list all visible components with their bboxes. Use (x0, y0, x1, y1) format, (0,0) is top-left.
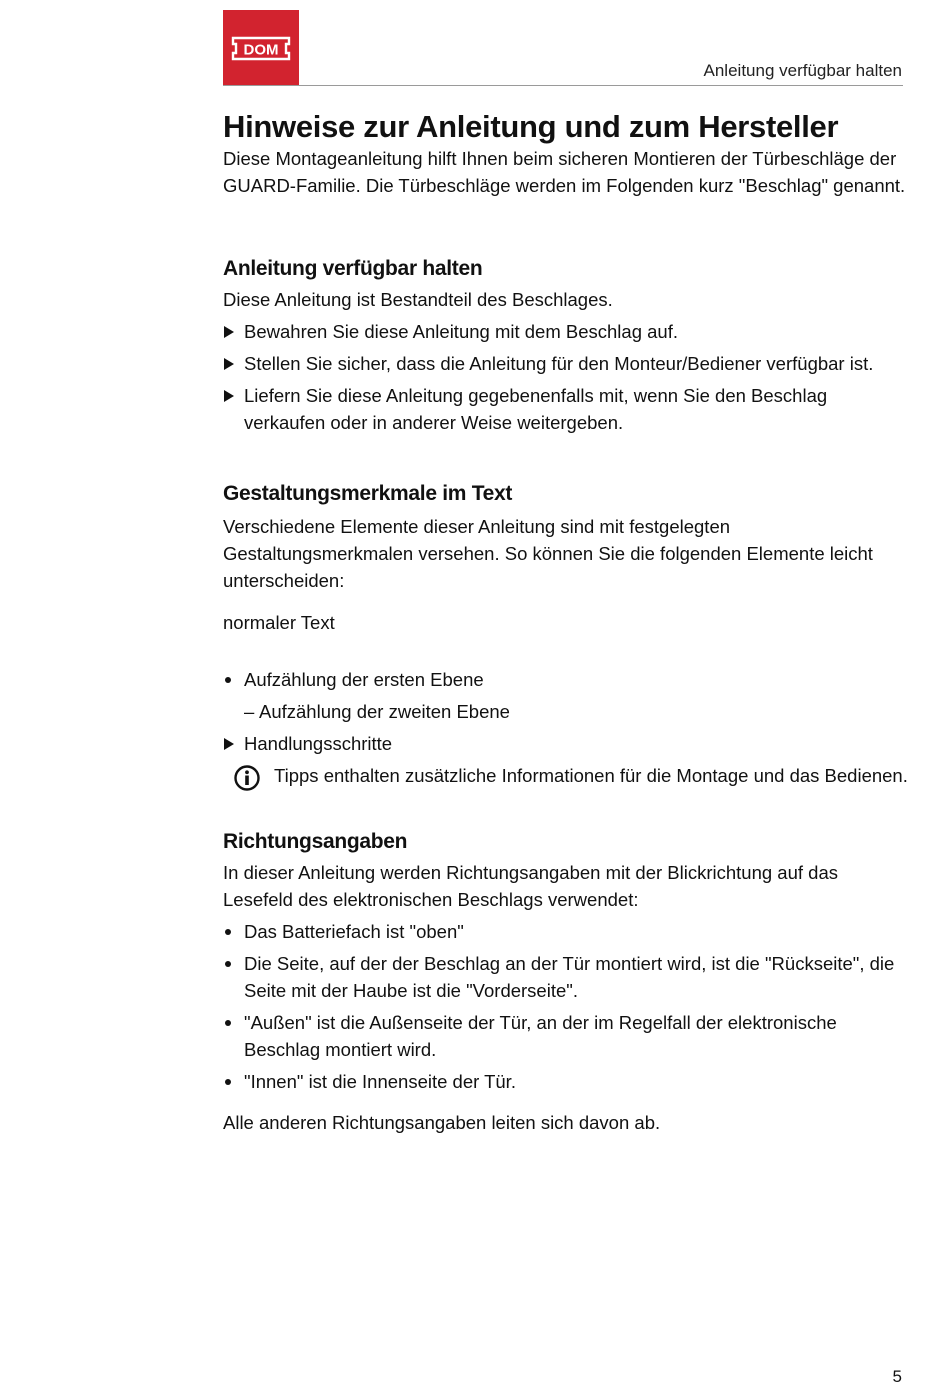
step-triangle-icon (224, 326, 234, 338)
bullet-dot-icon (225, 1079, 231, 1085)
step-example-text: Handlungsschritte (244, 733, 393, 754)
bullet-dot-icon (225, 929, 231, 935)
bullet-dot-icon (225, 1020, 231, 1026)
section-intro-hinweise: Diese Montageanleitung hilft Ihnen beim sicheren Montieren der Türbeschläge der GUARD-Familie. Die Türbeschläge werden im Folgenden kurz "Beschlag" genannt. (223, 148, 906, 196)
normal-text-example: normaler Text (223, 612, 335, 633)
section-title-anleitung: Anleitung verfügbar halten (223, 257, 483, 280)
step-example (223, 730, 913, 757)
svg-text:DOM: DOM (243, 41, 279, 59)
step-triangle-icon (224, 738, 234, 750)
section-intro-gestaltung: Verschiedene Elemente dieser Anleitung sind mit festgelegten Gestaltungsmerkmalen versehen. So können Sie die folgenden Elemente leicht unterscheiden: (223, 516, 873, 591)
bullet-text: Das Batteriefach ist "oben" (244, 921, 464, 942)
bullet-item (223, 1068, 913, 1095)
info-icon (233, 764, 261, 792)
step-item (223, 350, 913, 377)
step-text: Stellen Sie sicher, dass die Anleitung für den Monteur/Bediener verfügbar ist. (244, 353, 874, 374)
bullet-dot-icon (225, 961, 231, 967)
dash-icon: – (244, 701, 255, 722)
section-intro-anleitung: Diese Anleitung ist Bestandteil des Beschlages. (223, 289, 613, 310)
bullet-level1-example (223, 666, 913, 693)
bullet-text: "Innen" ist die Innenseite der Tür. (244, 1071, 516, 1092)
page-number: 5 (892, 1367, 902, 1386)
step-triangle-icon (224, 358, 234, 370)
bullet-item (223, 950, 913, 1004)
step-triangle-icon (224, 390, 234, 402)
bullet-level1-text: Aufzählung der ersten Ebene (244, 669, 484, 690)
step-text: Bewahren Sie diese Anleitung mit dem Beschlag auf. (244, 321, 678, 342)
section-title-hinweise: Hinweise zur Anleitung und zum Hersteller (223, 109, 839, 144)
bullet-text: Die Seite, auf der der Beschlag an der Tür montiert wird, ist die "Rückseite", die Seite mit der Haube ist die "Vorderseite". (244, 953, 895, 1001)
bullet-text: "Außen" ist die Außenseite der Tür, an der im Regelfall der elektronische Beschlag montiert wird. (244, 1012, 837, 1060)
running-header-title: Anleitung verfügbar halten (703, 61, 902, 80)
section-title-gestaltung: Gestaltungsmerkmale im Text (223, 482, 513, 505)
tip-example (223, 762, 913, 789)
page-content (223, 108, 913, 1136)
bullet-level2-example (223, 698, 913, 725)
tip-text: Tipps enthalten zusätzliche Informationen für die Montage und das Bedienen. (274, 765, 908, 786)
step-text: Liefern Sie diese Anleitung gegebenenfalls mit, wenn Sie den Beschlag verkaufen oder in anderer Weise weitergeben. (244, 385, 828, 433)
section-title-richtung: Richtungsangaben (223, 830, 408, 853)
step-item (223, 382, 913, 436)
section-intro-richtung: In dieser Anleitung werden Richtungsangaben mit der Blickrichtung auf das Lesefeld des elektronischen Beschlags verwendet: (223, 862, 838, 910)
dom-logo (223, 10, 299, 86)
bullet-level2-text: Aufzählung der zweiten Ebene (259, 701, 510, 722)
dom-logo-mark (223, 10, 299, 86)
bullet-item (223, 918, 913, 945)
bullet-item (223, 1009, 913, 1063)
section-closing-richtung: Alle anderen Richtungsangaben leiten sich davon ab. (223, 1112, 661, 1133)
header-divider (223, 85, 903, 86)
step-item (223, 318, 913, 345)
bullet-dot-icon (225, 677, 231, 683)
